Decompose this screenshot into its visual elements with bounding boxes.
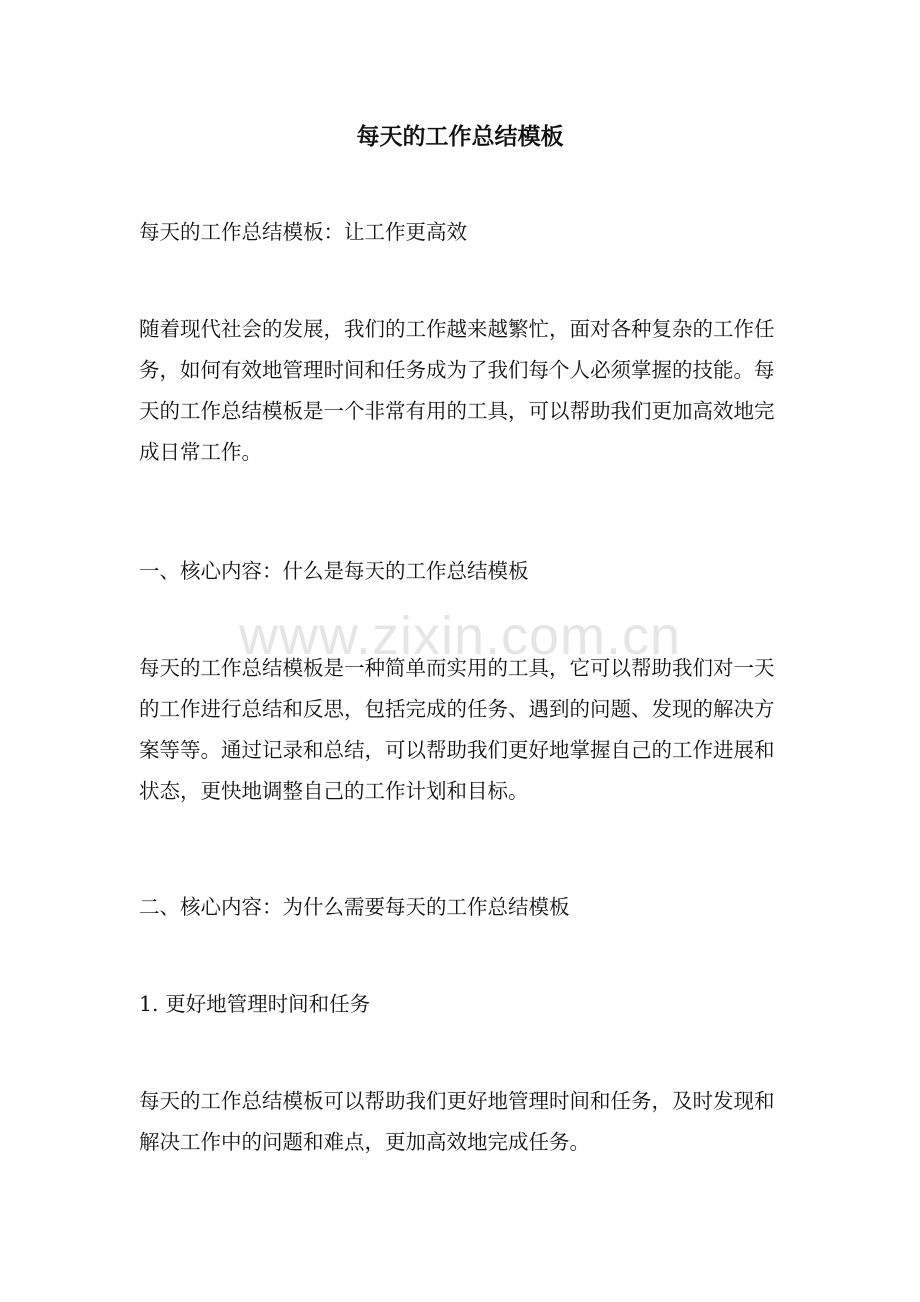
- point1-body: 每天的工作总结模板可以帮助我们更好地管理时间和任务，及时发现和解决工作中的问题和难点，更加高效地完成任务。: [139, 1089, 775, 1154]
- intro-paragraph: 随着现代社会的发展，我们的工作越来越繁忙，面对各种复杂的工作任务，如何有效地管理时间和任务成为了我们每个人必须掌握的技能。每天的工作总结模板是一个非常有用的工具，可以帮助我们更加高效地完成日常工作。: [139, 317, 775, 464]
- point1-heading: 1. 更好地管理时间和任务: [139, 992, 371, 1016]
- section1-body: 每天的工作总结模板是一种简单而实用的工具，它可以帮助我们对一天的工作进行总结和反思，包括完成的任务、遇到的问题、发现的解决方案等等。通过记录和总结，可以帮助我们更好地掌握自己的工作进展和状态，更快地调整自己的工作计划和目标。: [139, 656, 775, 803]
- section2-heading: 二、核心内容：为什么需要每天的工作总结模板: [139, 895, 570, 919]
- document-subtitle: 每天的工作总结模板：让工作更高效: [139, 220, 467, 244]
- section1-heading: 一、核心内容：什么是每天的工作总结模板: [139, 559, 529, 583]
- document-title: 每天的工作总结模板: [356, 123, 564, 150]
- watermark-text: www.zixin.com.cn: [238, 606, 682, 666]
